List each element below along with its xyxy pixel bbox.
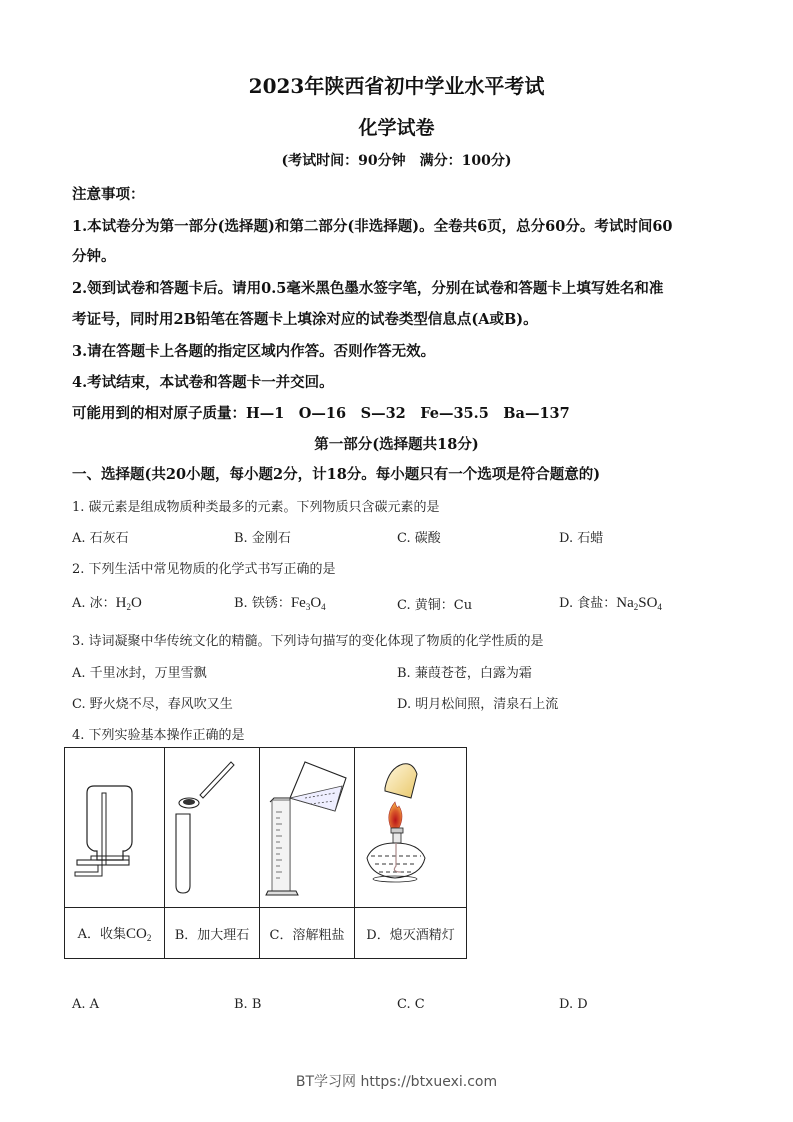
notice-item-1-cont: 分钟。 bbox=[72, 248, 116, 265]
q3-option-a: A. 千里冰封，万里雪飘 bbox=[72, 666, 207, 681]
q3-option-d: D. 明月松间照，清泉石上流 bbox=[397, 697, 559, 712]
q3-option-c: C. 野火烧不尽，春风吹又生 bbox=[72, 697, 233, 712]
q2-option-c: C. 黄铜：Cu bbox=[397, 598, 473, 613]
q4-option-d: D. D bbox=[559, 997, 588, 1012]
notice-item-4: 4.考试结束，本试卷和答题卡一并交回。 bbox=[72, 374, 334, 391]
graduated-cylinder-icon bbox=[260, 748, 354, 903]
q1-option-d: D. 石蜡 bbox=[559, 531, 604, 546]
question-4-stem: 4. 下列实验基本操作正确的是 bbox=[72, 728, 245, 743]
q4-option-c: C. C bbox=[397, 997, 425, 1012]
question-1-stem: 1. 碳元素是组成物质种类最多的元素。下列物质只含碳元素的是 bbox=[72, 500, 440, 515]
notice-item-3: 3.请在答题卡上各题的指定区域内作答。否则作答无效。 bbox=[72, 343, 436, 360]
q2-option-d: D. 食盐：$Na_2SO_4$ bbox=[559, 595, 662, 612]
atomic-masses: 可能用到的相对原子质量：H—1 O—16 S—32 Fe—35.5 Ba—137 bbox=[72, 405, 570, 422]
alcohol-lamp-icon bbox=[355, 748, 466, 903]
notice-item-1: 1.本试卷分为第一部分(选择题)和第二部分(非选择题)。全卷共6页，总分60分。考试时间60 bbox=[72, 218, 673, 235]
figure-gas-collection bbox=[65, 748, 165, 908]
part1-heading: 第一部分(选择题共18分) bbox=[314, 436, 479, 453]
section-title: 一、选择题(共20小题，每小题2分，计18分。每小题只有一个选项是符合题意的) bbox=[72, 466, 601, 483]
table-label-c: C．溶解粗盐 bbox=[260, 908, 355, 959]
q4-option-a: A. A bbox=[72, 997, 100, 1012]
notice-heading: 注意事项： bbox=[72, 186, 145, 203]
q2-option-a: A. 冰：$H_2O$ bbox=[72, 595, 142, 612]
question-2-stem: 2. 下列生活中常见物质的化学式书写正确的是 bbox=[72, 562, 336, 577]
gas-collection-bottle-icon bbox=[65, 748, 164, 903]
q1-option-c: C. 碳酸 bbox=[397, 531, 441, 546]
notice-item-2-cont: 考证号，同时用2B铅笔在答题卡上填涂对应的试卷类型信息点(A或B)。 bbox=[72, 311, 538, 328]
q3-option-b: B. 蒹葭苍苍，白露为霜 bbox=[397, 666, 532, 681]
exam-title: 2023年陕西省初中学业水平考试 bbox=[248, 74, 545, 98]
spoon-test-tube-icon bbox=[165, 748, 259, 903]
figure-dissolve-salt bbox=[260, 748, 355, 908]
experiment-table bbox=[64, 747, 467, 959]
exam-subject: 化学试卷 bbox=[358, 117, 435, 139]
notice-item-2: 2.领到试卷和答题卡后。请用0.5毫米黑色墨水签字笔，分别在试卷和答题卡上填写姓名和准 bbox=[72, 280, 664, 297]
q1-option-a: A. 石灰石 bbox=[72, 531, 129, 546]
q4-option-b: B. B bbox=[234, 997, 262, 1012]
q2-option-b: B. 铁锈：$Fe_3O_4$ bbox=[234, 595, 326, 612]
table-label-b: B．加大理石 bbox=[165, 908, 260, 959]
table-label-a: A．收集$CO_2$ bbox=[65, 908, 165, 959]
q1-option-b: B. 金刚石 bbox=[234, 531, 291, 546]
figure-extinguish-lamp bbox=[355, 748, 467, 908]
watermark: BT学习网 https://btxuexi.com bbox=[295, 1074, 498, 1090]
exam-info: (考试时间：90分钟 满分：100分) bbox=[281, 153, 512, 169]
table-label-d: D．熄灭酒精灯 bbox=[355, 908, 467, 959]
question-3-stem: 3. 诗词凝聚中华传统文化的精髓。下列诗句描写的变化体现了物质的化学性质的是 bbox=[72, 634, 544, 649]
figure-add-marble bbox=[165, 748, 260, 908]
